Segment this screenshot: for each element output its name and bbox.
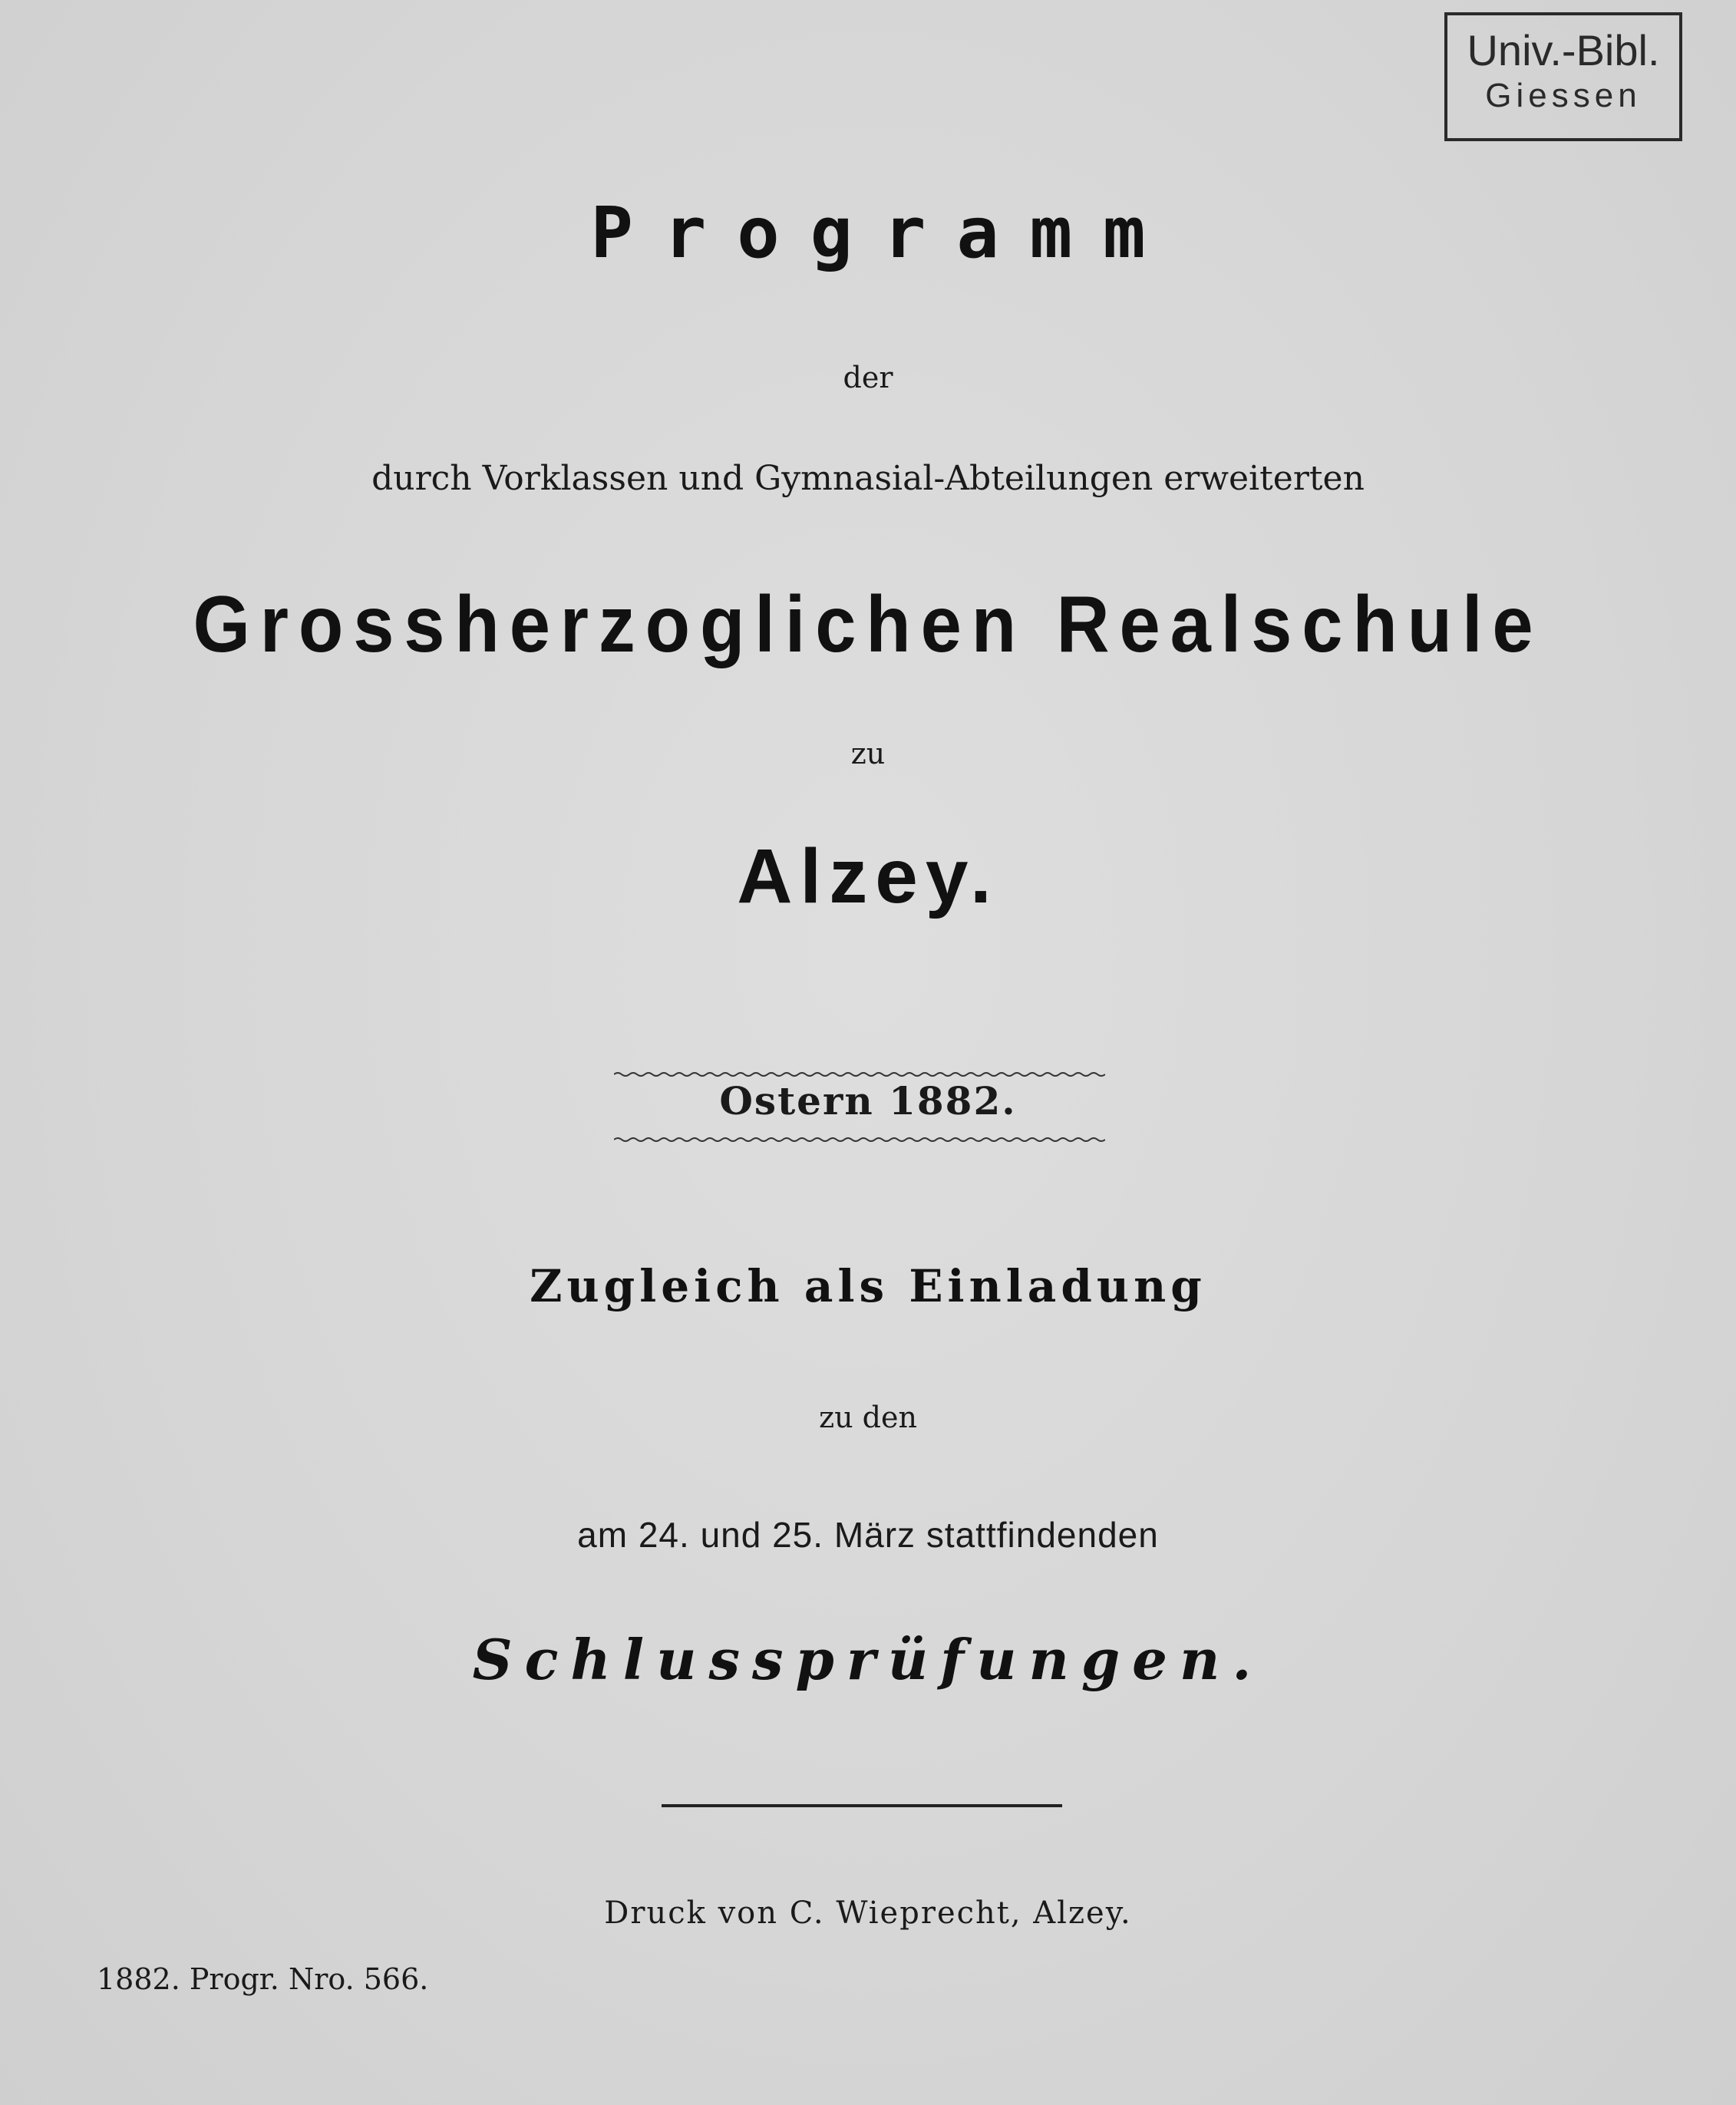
wavy-rule-bottom	[614, 1136, 1105, 1143]
text-zu-den: zu den	[819, 1401, 917, 1434]
horizontal-rule	[662, 1804, 1062, 1807]
text-zugleich: Zugleich als Einladung	[530, 1260, 1206, 1312]
text-schlusspruefungen: Schlussprüfungen.	[472, 1627, 1264, 1692]
wavy-rule-top	[614, 1071, 1105, 1078]
stamp-line-1: Univ.-Bibl.	[1467, 26, 1660, 74]
text-ostern: Ostern 1882.	[719, 1078, 1017, 1123]
library-stamp	[1444, 12, 1682, 141]
title-programm: Programm	[590, 192, 1177, 274]
school-name: Grossherzoglichen Realschule	[193, 580, 1543, 669]
town-name: Alzey.	[737, 833, 999, 919]
text-durch: durch Vorklassen und Gymnasial-Abteilungen erweiterten	[371, 459, 1365, 498]
text-zu: zu	[850, 737, 886, 770]
text-dates: am 24. und 25. März stattfindenden	[577, 1515, 1159, 1555]
printer-imprint: Druck von C. Wieprecht, Alzey.	[604, 1895, 1132, 1931]
stamp-line-2: Giessen	[1485, 77, 1642, 114]
footer-program-number: 1882. Progr. Nro. 566.	[97, 1962, 429, 1996]
text-der: der	[843, 361, 893, 394]
